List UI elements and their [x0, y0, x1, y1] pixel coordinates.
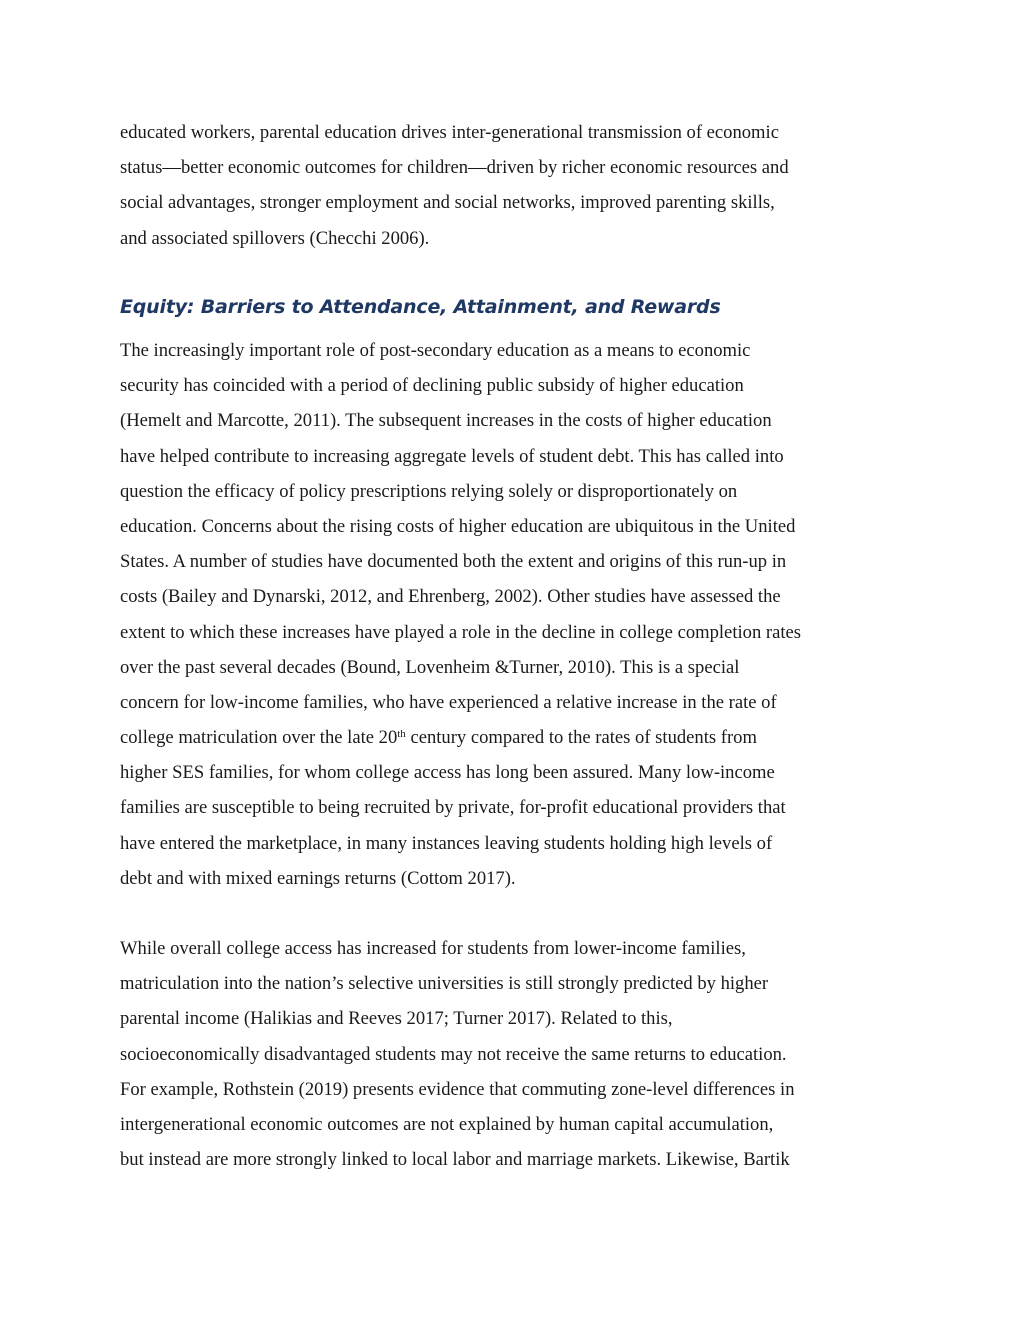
paragraph-line: (Hemelt and Marcotte, 2011). The subsequent increases in the costs of higher education	[120, 410, 772, 432]
paragraph-line: For example, Rothstein (2019) presents evidence that commuting zone-level differences in	[120, 1078, 795, 1100]
paragraph-line: costs (Bailey and Dynarski, 2012, and Ehrenberg, 2002). Other studies have assessed the	[120, 586, 781, 608]
paragraph-line: education. Concerns about the rising costs of higher education are ubiquitous in the United	[120, 515, 796, 537]
paragraph-line: status—better economic outcomes for children—driven by richer economic resources and	[120, 157, 789, 179]
paragraph-line: over the past several decades (Bound, Lovenheim &Turner, 2010). This is a special	[120, 656, 740, 678]
ordinal-superscript: th	[397, 728, 406, 741]
paragraph-line: higher SES families, for whom college access has long been assured. Many low-income	[120, 762, 775, 784]
paragraph-2	[120, 333, 910, 896]
section-heading: Equity: Barriers to Attendance, Attainment, and Rewards	[120, 296, 721, 318]
paragraph-line-with-superscript	[120, 720, 910, 755]
paragraph-line: have entered the marketplace, in many instances leaving students holding high levels of	[120, 832, 773, 854]
paragraph-line: but instead are more strongly linked to local labor and marriage markets. Likewise, Bartik	[120, 1149, 790, 1171]
paragraph-line: intergenerational economic outcomes are not explained by human capital accumulation,	[120, 1113, 774, 1135]
paragraph-line: The increasingly important role of post-secondary education as a means to economic	[120, 340, 751, 361]
paragraph-line: families are susceptible to being recruited by private, for-profit educational providers that	[120, 797, 786, 819]
paragraph-line: security has coincided with a period of declining public subsidy of higher education	[120, 375, 744, 397]
paragraph-line: question the efficacy of policy prescriptions relying solely or disproportionately on	[120, 480, 738, 502]
paragraph-line: educated workers, parental education drives inter-generational transmission of economic	[120, 122, 779, 143]
line-text-before: college matriculation over the late 20	[120, 727, 398, 749]
paragraph-line: and associated spillovers (Checchi 2006).	[120, 227, 430, 249]
paragraph-line: concern for low-income families, who have experienced a relative increase in the rate of	[120, 691, 777, 713]
paragraph-3	[120, 931, 910, 1177]
paragraph-line: While overall college access has increased for students from lower-income families,	[120, 938, 746, 959]
paragraph-line: have helped contribute to increasing aggregate levels of student debt. This has called into	[120, 445, 784, 467]
paragraph-line: matriculation into the nation’s selective universities is still strongly predicted by higher	[120, 973, 769, 995]
paragraph-1	[120, 115, 910, 256]
paragraph-line: social advantages, stronger employment and social networks, improved parenting skills,	[120, 192, 775, 214]
paragraph-line: States. A number of studies have documented both the extent and origins of this run-up in	[120, 551, 787, 573]
paragraph-line: debt and with mixed earnings returns (Cottom 2017).	[120, 867, 516, 889]
paragraph-line: parental income (Halikias and Reeves 2017; Turner 2017). Related to this,	[120, 1008, 673, 1030]
line-text-after: century compared to the rates of students from	[405, 727, 757, 749]
paragraph-line: extent to which these increases have played a role in the decline in college completion rates	[120, 621, 801, 643]
paragraph-line: socioeconomically disadvantaged students may not receive the same returns to education.	[120, 1043, 787, 1065]
